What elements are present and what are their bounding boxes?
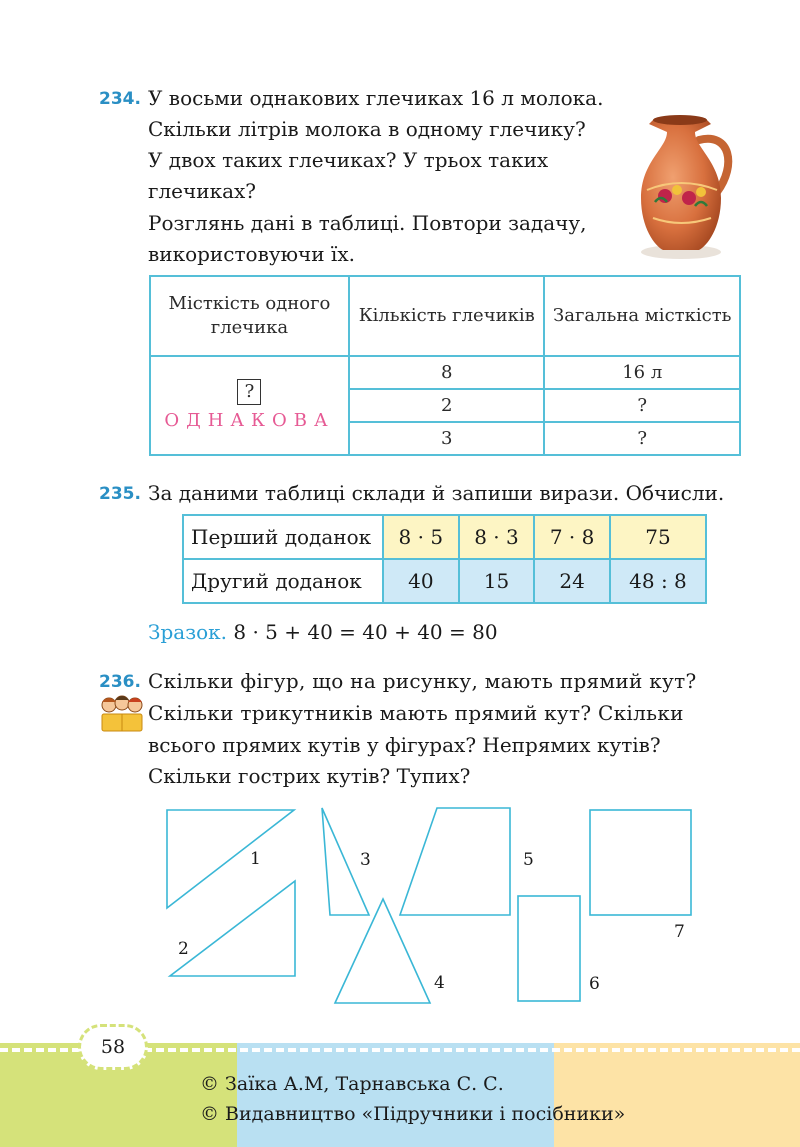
total-cell-1: 16 л [544,356,740,389]
task-236-line-3: всього прямих кутів у фігурах? Непрямих кутів? [148,733,661,757]
same-label: ОДНАКОВА [164,409,335,431]
row1-cell-4: 75 [610,515,706,559]
shape-7-rectangle [590,810,691,915]
shape-5-trapezoid [400,808,510,915]
task-234-line-3: У двох таких глечиках? У трьох таких [148,148,549,172]
copyright-authors: © Заїка А.М, Тарнавська С. С. [200,1073,504,1095]
shape-label-3: 3 [360,850,371,870]
count-cell-1: 8 [349,356,545,389]
row1-label: Перший доданок [183,515,383,559]
header-total: Загальна місткість [544,276,740,356]
task-236-line-1: Скільки фігур, що на рисунку, мають прямий кут? [148,669,697,693]
total-cell-3: ? [544,422,740,455]
task-234-line-4: глечиках? [148,179,256,203]
task-234-line-5: Розглянь дані в таблиці. Повтори задачу, [148,211,587,235]
task-234-line-2: Скільки літрів молока в одному глечику? [148,117,586,141]
shape-2-right-triangle [170,881,295,976]
footer-band-yellow [554,1043,800,1147]
shape-label-7: 7 [674,922,685,942]
row2-cell-3: 24 [534,559,610,603]
count-cell-2: 2 [349,389,545,422]
count-cell-3: 3 [349,422,545,455]
task-234-line-6: використовуючи їх. [148,242,355,266]
task-234-number: 234. [99,89,141,109]
task-236-line-4: Скільки гострих кутів? Тупих? [148,764,471,788]
header-capacity-one: Місткість одного глечика [150,276,349,356]
page-number: 58 [100,1036,126,1058]
row2-cell-4: 48 : 8 [610,559,706,603]
unknown-box: ? [237,379,261,405]
total-cell-2: ? [544,389,740,422]
copyright-publisher: © Видавництво «Підручники і посібники» [200,1103,626,1125]
shape-label-1: 1 [250,849,261,869]
row1-cell-1: 8 · 5 [383,515,459,559]
row1-cell-2: 8 · 3 [459,515,535,559]
shape-label-2: 2 [178,939,189,959]
row1-cell-3: 7 · 8 [534,515,610,559]
task-235-number: 235. [99,484,141,504]
shape-6-rectangle [518,896,580,1001]
shape-label-6: 6 [589,974,600,994]
header-count: Кількість глечиків [349,276,545,356]
shape-label-5: 5 [523,850,534,870]
row2-cell-2: 15 [459,559,535,603]
task-236-number: 236. [99,672,141,692]
row2-label: Другий доданок [183,559,383,603]
page-number-badge [78,1024,148,1070]
task-235-text: За даними таблиці склади й запиши вирази. Обчисли. [148,481,725,505]
shape-1-right-triangle [167,810,294,908]
shape-label-4: 4 [434,973,445,993]
row2-cell-1: 40 [383,559,459,603]
task-234-line-1: У восьми однакових глечиках 16 л молока. [148,86,604,110]
sample-expression: 8 · 5 + 40 = 40 + 40 = 80 [233,620,498,644]
task-236-line-2: Скільки трикутників мають прямий кут? Скільки [148,701,684,725]
sample-label: Зразок. [148,620,227,644]
